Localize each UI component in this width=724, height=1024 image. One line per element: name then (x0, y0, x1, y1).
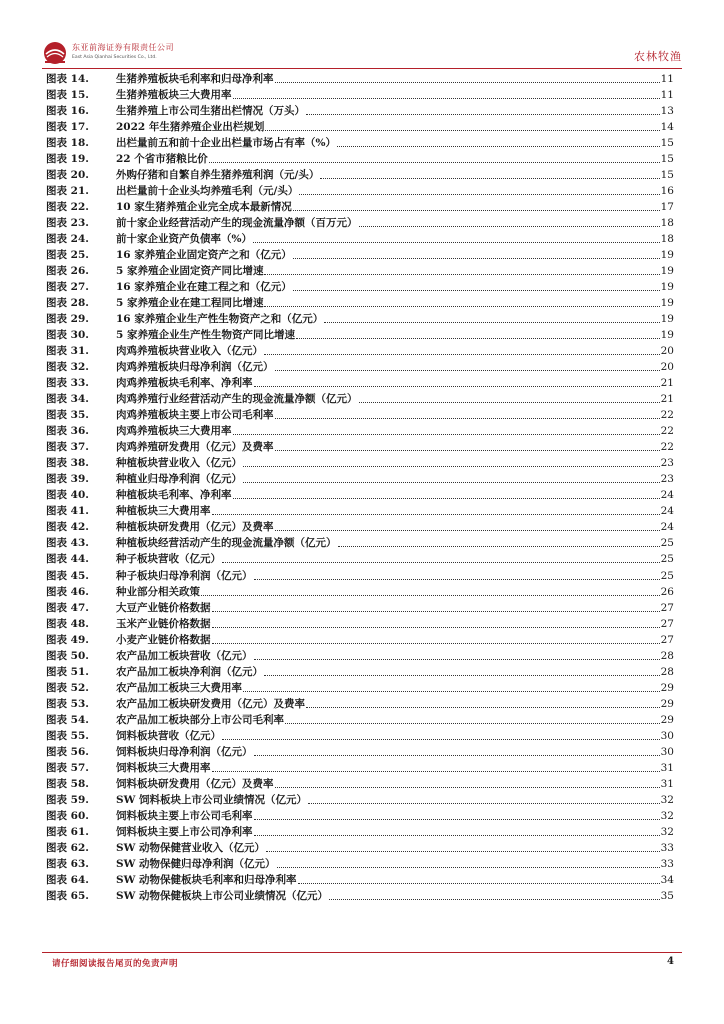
toc-entry-page: 23 (660, 457, 674, 470)
toc-entry-number: 图表 30. (46, 329, 89, 342)
toc-dot-leader (233, 97, 660, 99)
toc-entry[interactable] (46, 631, 674, 647)
toc-entry-number: 图表 27. (46, 281, 89, 294)
toc-entry-number: 图表 41. (46, 505, 89, 518)
toc-dot-leader (293, 209, 660, 211)
toc-entry[interactable] (46, 583, 674, 599)
toc-entry-number: 图表 64. (46, 873, 89, 886)
toc-dot-leader (254, 754, 660, 756)
toc-entry-page: 22 (660, 425, 674, 438)
toc-entry-title: 10 家生猪养殖企业完全成本最新情况 (116, 201, 292, 214)
toc-entry-page: 32 (660, 809, 674, 822)
toc-entry[interactable] (46, 118, 674, 134)
toc-entry[interactable] (46, 502, 674, 518)
toc-dot-leader (293, 289, 660, 291)
toc-dot-leader (275, 81, 660, 83)
toc-entry-title: 玉米产业链价格数据 (116, 617, 211, 630)
toc-entry-page: 18 (660, 217, 674, 230)
toc-entry-page: 28 (660, 649, 674, 662)
toc-dot-leader (212, 626, 660, 628)
toc-entry[interactable] (46, 134, 674, 150)
toc-entry-number: 图表 57. (46, 761, 89, 774)
toc-entry-number: 图表 34. (46, 393, 89, 406)
toc-entry-number: 图表 45. (46, 569, 89, 582)
toc-dot-leader (212, 770, 660, 772)
toc-dot-leader (277, 866, 660, 868)
toc-entry-number: 图表 31. (46, 345, 89, 358)
toc-entry-title: 肉鸡养殖行业经营活动产生的现金流量净额（亿元） (116, 393, 358, 406)
toc-entry-number: 图表 55. (46, 729, 89, 742)
toc-entry-title: 22 个省市猪粮比价 (116, 153, 208, 166)
toc-entry[interactable] (46, 534, 674, 550)
toc-dot-leader (275, 369, 660, 371)
toc-entry-page: 29 (660, 713, 674, 726)
toc-entry-page: 24 (660, 505, 674, 518)
company-name-en: East Asia Qianhai Securities Co., Ltd. (72, 55, 157, 60)
toc-entry-page: 31 (660, 761, 674, 774)
toc-entry-page: 19 (660, 297, 674, 310)
toc-entry[interactable] (46, 454, 674, 470)
toc-dot-leader (254, 385, 660, 387)
toc-entry-page: 30 (660, 745, 674, 758)
toc-entry-page: 16 (660, 185, 674, 198)
toc-dot-leader (264, 674, 660, 676)
toc-entry-number: 图表 44. (46, 553, 89, 566)
toc-dot-leader (275, 529, 660, 531)
toc-entry-page: 17 (660, 201, 674, 214)
company-name-cn: 东亚前海证券有限责任公司 (72, 43, 174, 52)
toc-entry-title: 肉鸡养殖板块主要上市公司毛利率 (116, 409, 274, 422)
toc-dot-leader (265, 129, 659, 131)
toc-entry-number: 图表 28. (46, 297, 89, 310)
toc-entry-title: 农产品加工板块营收（亿元） (116, 649, 253, 662)
toc-entry-page: 13 (660, 105, 674, 118)
toc-entry-title: 饲料板块归母净利润（亿元） (116, 745, 253, 758)
toc-entry-page: 22 (660, 441, 674, 454)
toc-entry[interactable] (46, 566, 674, 582)
toc-entry-number: 图表 50. (46, 649, 89, 662)
toc-entry-page: 15 (660, 137, 674, 150)
toc-entry-number: 图表 35. (46, 409, 89, 422)
toc-entry-title: 农产品加工板块部分上市公司毛利率 (116, 713, 284, 726)
toc-entry-page: 25 (660, 537, 674, 550)
toc-entry-number: 图表 23. (46, 217, 89, 230)
toc-entry-number: 图表 62. (46, 841, 89, 854)
toc-dot-leader (243, 465, 660, 467)
toc-dot-leader (275, 449, 660, 451)
toc-entry[interactable] (46, 679, 674, 695)
toc-entry-page: 24 (660, 521, 674, 534)
toc-entry[interactable] (46, 374, 674, 390)
toc-entry[interactable] (46, 406, 674, 422)
toc-entry-number: 图表 21. (46, 185, 89, 198)
toc-entry[interactable] (46, 246, 674, 262)
toc-dot-leader (275, 417, 660, 419)
toc-entry-page: 35 (660, 889, 674, 902)
toc-dot-leader (212, 610, 660, 612)
toc-entry[interactable] (46, 615, 674, 631)
toc-entry-title: 生猪养殖板块三大费用率 (116, 89, 232, 102)
toc-entry-title: 肉鸡养殖研发费用（亿元）及费率 (116, 441, 274, 454)
toc-dot-leader (253, 241, 660, 243)
toc-entry-number: 图表 25. (46, 249, 89, 262)
toc-entry-title: 肉鸡养殖板块毛利率、净利率 (116, 377, 253, 390)
toc-entry-title: SW 动物保健营业收入（亿元） (116, 841, 266, 854)
toc-entry[interactable] (46, 823, 674, 839)
toc-entry-number: 图表 58. (46, 777, 89, 790)
figure-index-list (46, 70, 674, 903)
toc-dot-leader (254, 818, 660, 820)
header-rule (42, 68, 682, 69)
toc-entry[interactable] (46, 230, 674, 246)
toc-entry[interactable] (46, 839, 674, 855)
toc-entry[interactable] (46, 855, 674, 871)
toc-dot-leader (306, 706, 660, 708)
toc-dot-leader (254, 578, 660, 580)
toc-entry-title: 饲料板块主要上市公司毛利率 (116, 809, 253, 822)
toc-entry[interactable] (46, 599, 674, 615)
toc-entry[interactable] (46, 807, 674, 823)
toc-entry-page: 32 (660, 793, 674, 806)
toc-entry-title: 肉鸡养殖板块三大费用率 (116, 425, 232, 438)
toc-dot-leader (264, 305, 659, 307)
toc-entry-number: 图表 53. (46, 697, 89, 710)
toc-entry-page: 15 (660, 169, 674, 182)
toc-entry[interactable] (46, 70, 674, 86)
toc-entry-number: 图表 22. (46, 201, 89, 214)
toc-entry-page: 29 (660, 697, 674, 710)
page-number: 4 (667, 956, 674, 967)
toc-entry[interactable] (46, 214, 674, 230)
toc-entry[interactable] (46, 422, 674, 438)
toc-entry-number: 图表 15. (46, 89, 89, 102)
toc-entry-number: 图表 59. (46, 793, 89, 806)
toc-entry-title: SW 饲料板块上市公司业绩情况（亿元） (116, 793, 308, 806)
toc-dot-leader (222, 738, 660, 740)
toc-entry-title: 5 家养殖企业生产性生物资产同比增速 (116, 329, 295, 342)
toc-entry-number: 图表 52. (46, 681, 89, 694)
toc-entry-page: 25 (660, 553, 674, 566)
toc-entry-title: 种子板块营收（亿元） (116, 553, 221, 566)
toc-entry-title: 农产品加工板块三大费用率 (116, 681, 242, 694)
toc-entry-page: 31 (660, 777, 674, 790)
toc-dot-leader (329, 898, 660, 900)
toc-entry[interactable] (46, 150, 674, 166)
toc-entry-title: 2022 年生猪养殖企业出栏规划 (116, 121, 265, 134)
toc-dot-leader (296, 337, 660, 339)
toc-entry-page: 19 (660, 281, 674, 294)
toc-entry-page: 27 (660, 617, 674, 630)
toc-entry-number: 图表 47. (46, 601, 89, 614)
toc-dot-leader (324, 321, 659, 323)
toc-entry-page: 28 (660, 665, 674, 678)
toc-entry-number: 图表 19. (46, 153, 89, 166)
toc-entry-title: 前十家企业经营活动产生的现金流量净额（百万元） (116, 217, 358, 230)
toc-entry[interactable] (46, 166, 674, 182)
toc-entry[interactable] (46, 358, 674, 374)
toc-entry-title: 生猪养殖上市公司生猪出栏情况（万头） (116, 105, 305, 118)
toc-entry[interactable] (46, 470, 674, 486)
disclaimer-note: 请仔细阅读报告尾页的免责声明 (52, 959, 179, 969)
toc-entry-number: 图表 65. (46, 889, 89, 902)
toc-entry[interactable] (46, 342, 674, 358)
toc-entry-number: 图表 51. (46, 665, 89, 678)
toc-dot-leader (264, 353, 660, 355)
toc-entry-title: 农产品加工板块净利润（亿元） (116, 665, 263, 678)
toc-dot-leader (201, 594, 660, 596)
toc-entry-page: 27 (660, 601, 674, 614)
toc-entry-number: 图表 40. (46, 489, 89, 502)
toc-dot-leader (264, 273, 659, 275)
footer-rule (42, 952, 682, 953)
toc-entry-number: 图表 56. (46, 745, 89, 758)
toc-entry[interactable] (46, 486, 674, 502)
toc-entry[interactable] (46, 727, 674, 743)
toc-entry-title: 5 家养殖企业固定资产同比增速 (116, 265, 264, 278)
toc-entry-page: 32 (660, 825, 674, 838)
toc-entry-title: 大豆产业链价格数据 (116, 601, 211, 614)
toc-dot-leader (212, 642, 660, 644)
toc-entry[interactable] (46, 294, 674, 310)
toc-entry[interactable] (46, 871, 674, 887)
toc-entry[interactable] (46, 102, 674, 118)
toc-dot-leader (275, 786, 660, 788)
toc-entry-number: 图表 37. (46, 441, 89, 454)
toc-entry[interactable] (46, 438, 674, 454)
toc-entry-title: 饲料板块三大费用率 (116, 761, 211, 774)
toc-dot-leader (298, 882, 660, 884)
toc-entry[interactable] (46, 86, 674, 102)
toc-entry-page: 11 (660, 89, 674, 102)
toc-entry-title: 种植板块毛利率、净利率 (116, 489, 232, 502)
toc-dot-leader (233, 497, 660, 499)
toc-dot-leader (308, 802, 660, 804)
toc-entry-title: 种子板块归母净利润（亿元） (116, 569, 253, 582)
toc-entry-page: 18 (660, 233, 674, 246)
toc-dot-leader (285, 722, 660, 724)
toc-entry-number: 图表 36. (46, 425, 89, 438)
toc-entry[interactable] (46, 711, 674, 727)
toc-dot-leader (243, 481, 660, 483)
toc-entry[interactable] (46, 759, 674, 775)
toc-entry-number: 图表 49. (46, 633, 89, 646)
toc-entry-page: 19 (660, 265, 674, 278)
toc-entry-page: 19 (660, 313, 674, 326)
toc-entry-page: 34 (660, 873, 674, 886)
toc-entry-page: 15 (660, 153, 674, 166)
toc-entry-page: 29 (660, 681, 674, 694)
toc-dot-leader (320, 177, 659, 179)
toc-entry[interactable] (46, 198, 674, 214)
toc-dot-leader (254, 834, 660, 836)
toc-entry-title: SW 动物保健板块上市公司业绩情况（亿元） (116, 889, 329, 902)
toc-entry-page: 20 (660, 361, 674, 374)
toc-entry-title: SW 动物保健归母净利润（亿元） (116, 857, 276, 870)
toc-entry[interactable] (46, 791, 674, 807)
toc-entry[interactable] (46, 310, 674, 326)
toc-entry-title: SW 动物保健板块毛利率和归母净利率 (116, 873, 297, 886)
toc-entry[interactable] (46, 663, 674, 679)
toc-entry-page: 20 (660, 345, 674, 358)
toc-entry-number: 图表 60. (46, 809, 89, 822)
toc-entry-title: 种植板块营业收入（亿元） (116, 457, 242, 470)
toc-entry-page: 25 (660, 569, 674, 582)
toc-entry-title: 外购仔猪和自繁自养生猪养殖利润（元/头） (116, 169, 320, 182)
toc-entry-page: 19 (660, 249, 674, 262)
toc-entry[interactable] (46, 262, 674, 278)
toc-dot-leader (266, 850, 660, 852)
toc-entry-title: 出栏量前五和前十企业出栏量市场占有率（%） (116, 137, 336, 150)
toc-entry-title: 生猪养殖板块毛利率和归母净利率 (116, 73, 274, 86)
toc-entry-title: 种植业归母净利润（亿元） (116, 473, 242, 486)
toc-entry[interactable] (46, 182, 674, 198)
toc-entry-number: 图表 20. (46, 169, 89, 182)
toc-entry-number: 图表 33. (46, 377, 89, 390)
toc-entry[interactable] (46, 887, 674, 903)
toc-entry-page: 19 (660, 329, 674, 342)
toc-entry-page: 21 (660, 393, 674, 406)
toc-entry-title: 饲料板块主要上市公司净利率 (116, 825, 253, 838)
toc-dot-leader (222, 561, 660, 563)
toc-dot-leader (243, 690, 660, 692)
toc-entry-number: 图表 29. (46, 313, 89, 326)
toc-entry-number: 图表 46. (46, 585, 89, 598)
toc-dot-leader (233, 433, 660, 435)
toc-entry-number: 图表 42. (46, 521, 89, 534)
toc-entry[interactable] (46, 647, 674, 663)
toc-entry-number: 图表 24. (46, 233, 89, 246)
toc-entry-title: 种植板块经营活动产生的现金流量净额（亿元） (116, 537, 337, 550)
toc-entry-number: 图表 39. (46, 473, 89, 486)
toc-entry-title: 小麦产业链价格数据 (116, 633, 211, 646)
toc-entry-page: 33 (660, 841, 674, 854)
toc-entry-page: 22 (660, 409, 674, 422)
toc-dot-leader (299, 193, 659, 195)
page-header (42, 36, 682, 70)
toc-entry-title: 出栏量前十企业头均养殖毛利（元/头） (116, 185, 299, 198)
toc-entry-title: 农产品加工板块研发费用（亿元）及费率 (116, 697, 305, 710)
toc-entry-page: 23 (660, 473, 674, 486)
toc-entry-title: 16 家养殖企业生产性生物资产之和（亿元） (116, 313, 324, 326)
toc-entry[interactable] (46, 390, 674, 406)
toc-entry[interactable] (46, 550, 674, 566)
toc-entry-page: 30 (660, 729, 674, 742)
toc-dot-leader (209, 161, 660, 163)
toc-entry-page: 33 (660, 857, 674, 870)
brand-block (72, 42, 174, 60)
toc-entry-number: 图表 18. (46, 137, 89, 150)
toc-entry-number: 图表 63. (46, 857, 89, 870)
toc-entry[interactable] (46, 278, 674, 294)
toc-entry-title: 肉鸡养殖板块营业收入（亿元） (116, 345, 263, 358)
toc-entry-number: 图表 43. (46, 537, 89, 550)
toc-entry-title: 16 家养殖企业固定资产之和（亿元） (116, 249, 292, 262)
toc-entry[interactable] (46, 743, 674, 759)
toc-entry-title: 肉鸡养殖板块归母净利润（亿元） (116, 361, 274, 374)
toc-entry-title: 饲料板块研发费用（亿元）及费率 (116, 777, 274, 790)
toc-entry[interactable] (46, 518, 674, 534)
toc-dot-leader (306, 113, 660, 115)
toc-entry-title: 5 家养殖企业在建工程同比增速 (116, 297, 264, 310)
toc-dot-leader (338, 545, 660, 547)
toc-entry-number: 图表 16. (46, 105, 89, 118)
company-logo-icon (42, 40, 68, 66)
toc-entry-number: 图表 14. (46, 73, 89, 86)
toc-entry[interactable] (46, 326, 674, 342)
toc-entry-number: 图表 26. (46, 265, 89, 278)
toc-entry-number: 图表 17. (46, 121, 89, 134)
toc-dot-leader (254, 658, 660, 660)
toc-entry[interactable] (46, 775, 674, 791)
toc-entry[interactable] (46, 695, 674, 711)
toc-dot-leader (359, 225, 660, 227)
toc-dot-leader (359, 401, 660, 403)
toc-entry-page: 27 (660, 633, 674, 646)
toc-entry-title: 饲料板块营收（亿元） (116, 729, 221, 742)
toc-entry-title: 16 家养殖企业在建工程之和（亿元） (116, 281, 292, 294)
toc-entry-number: 图表 38. (46, 457, 89, 470)
toc-entry-page: 14 (660, 121, 674, 134)
toc-dot-leader (337, 145, 660, 147)
toc-entry-number: 图表 48. (46, 617, 89, 630)
toc-entry-number: 图表 32. (46, 361, 89, 374)
toc-entry-page: 21 (660, 377, 674, 390)
section-tag: 农林牧渔 (634, 50, 682, 63)
toc-entry-title: 种植板块研发费用（亿元）及费率 (116, 521, 274, 534)
toc-entry-title: 前十家企业资产负债率（%） (116, 233, 252, 246)
toc-entry-page: 26 (660, 585, 674, 598)
toc-dot-leader (212, 513, 660, 515)
toc-entry-number: 图表 61. (46, 825, 89, 838)
toc-entry-page: 24 (660, 489, 674, 502)
toc-entry-page: 11 (660, 73, 674, 86)
toc-entry-number: 图表 54. (46, 713, 89, 726)
toc-dot-leader (293, 257, 660, 259)
toc-entry-title: 种植板块三大费用率 (116, 505, 211, 518)
toc-entry-title: 种业部分相关政策 (116, 585, 200, 598)
